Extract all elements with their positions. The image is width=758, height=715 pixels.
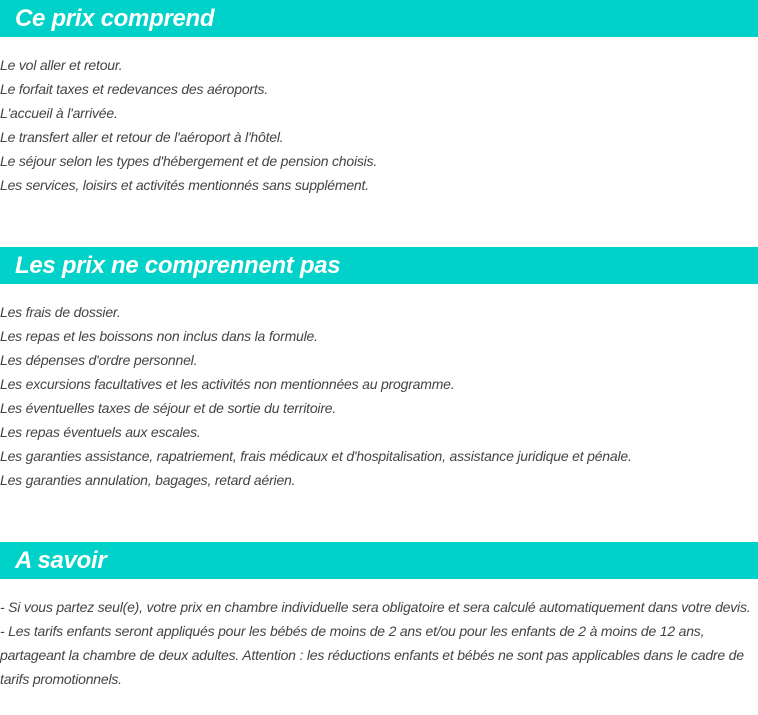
info-paragraph: - Les tarifs enfants seront appliqués pour les bébés de moins de 2 ans et/ou pour les enfants de 2 à moins de 12 ans, partageant la chambre de deux adultes. Attention : les réductions enfants et bébés ne sont pas applicables dans le cadre de tarifs promotionnels.	[0, 623, 744, 687]
section-title-not-included: Les prix ne comprennent pas	[15, 252, 341, 279]
list-item: Les services, loisirs et activités mentionnés sans supplément.	[0, 177, 369, 193]
list-item: Les garanties annulation, bagages, retard aérien.	[0, 472, 296, 488]
section-title-included: Ce prix comprend	[15, 5, 215, 32]
section-header-included	[0, 0, 758, 37]
list-item: Les frais de dossier.	[0, 304, 121, 320]
not-included-list	[0, 300, 758, 492]
list-item: Les dépenses d'ordre personnel.	[0, 352, 198, 368]
list-item: Les repas et les boissons non inclus dans la formule.	[0, 328, 318, 344]
list-item: Les garanties assistance, rapatriement, frais médicaux et d'hospitalisation, assistance juridique et pénale.	[0, 448, 632, 464]
good-to-know-content	[0, 595, 758, 691]
info-paragraph: - Si vous partez seul(e), votre prix en chambre individuelle sera obligatoire et sera calculé automatiquement dans votre devis.	[0, 599, 751, 615]
section-title-good-to-know: A savoir	[15, 547, 107, 574]
list-item: Le forfait taxes et redevances des aéroports.	[0, 81, 269, 97]
list-item: Les excursions facultatives et les activités non mentionnées au programme.	[0, 376, 455, 392]
list-item: Le transfert aller et retour de l'aéroport à l'hôtel.	[0, 129, 284, 145]
list-item: Le vol aller et retour.	[0, 57, 123, 73]
list-item: Le séjour selon les types d'hébergement et de pension choisis.	[0, 153, 378, 169]
section-header-good-to-know	[0, 542, 758, 579]
list-item: Les éventuelles taxes de séjour et de sortie du territoire.	[0, 400, 337, 416]
section-header-not-included	[0, 247, 758, 284]
included-list	[0, 53, 758, 197]
list-item: L'accueil à l'arrivée.	[0, 105, 118, 121]
list-item: Les repas éventuels aux escales.	[0, 424, 201, 440]
